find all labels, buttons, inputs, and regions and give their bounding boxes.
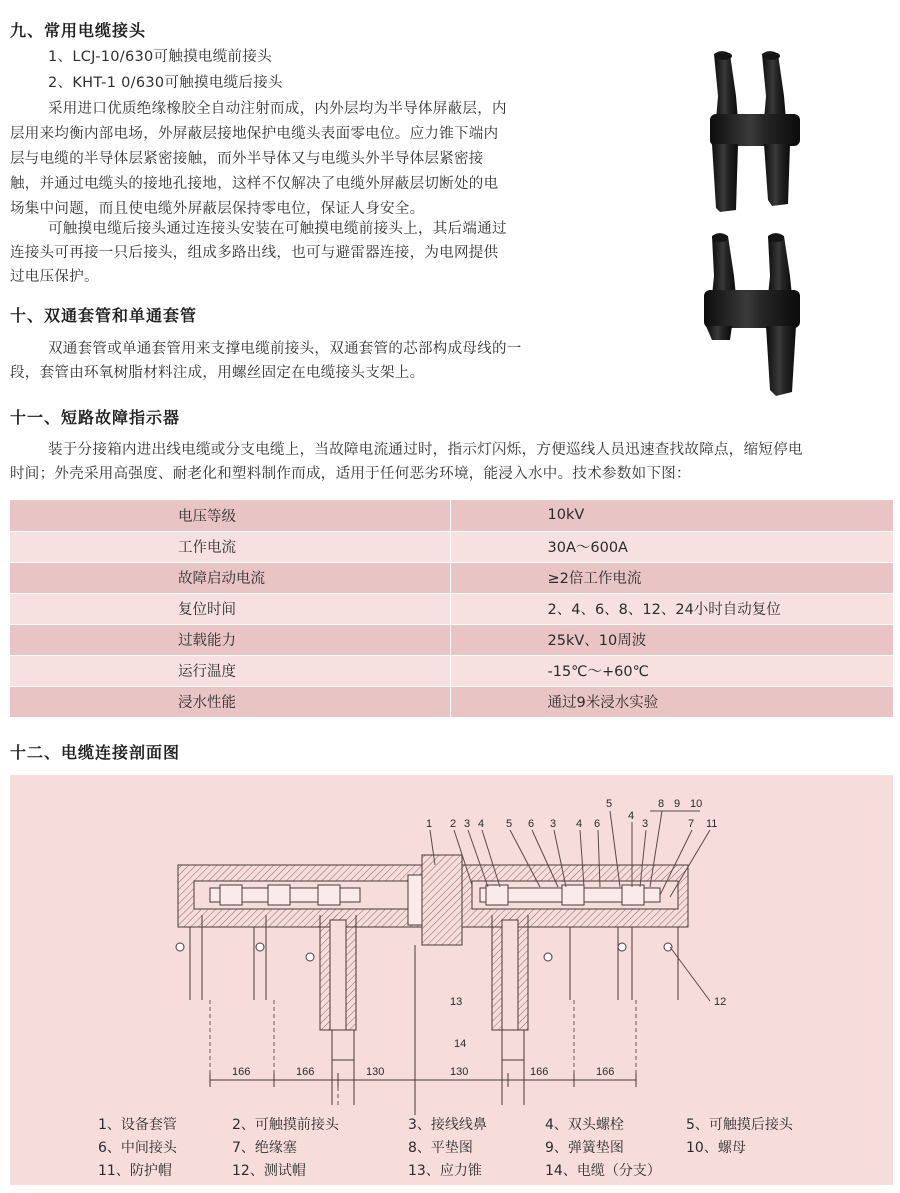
dimension-label: 166 [232, 1066, 251, 1078]
legend-item: 4、双头螺栓 [545, 1117, 624, 1133]
callout-label: 8 [658, 798, 665, 810]
section-9-item-2: 2、KHT-1 0/630可触摸电缆后接头 [48, 75, 283, 91]
section-9-para1-line-2: 层用来均衡内部电场，外屏蔽层接地保护电缆头表面零电位。应力锥下端内 [10, 126, 499, 142]
callout-label: 13 [450, 996, 463, 1008]
legend-item: 8、平垫图 [408, 1140, 473, 1156]
spec-value: ≥2倍工作电流 [450, 562, 893, 593]
table-row [10, 531, 893, 562]
spec-value: 30A～600A [450, 531, 893, 562]
spec-value: -15℃～+60℃ [450, 655, 893, 686]
dimension-label: 166 [296, 1066, 315, 1078]
section-9-para1-line-3: 层与电缆的半导体层紧密接触，而外半导体又与电缆头外半导体层紧密接 [10, 151, 484, 167]
spec-key: 故障启动电流 [10, 562, 450, 593]
section-9-para1-line-5: 场集中问题，而且使电缆外屏蔽层保持零电位，保证人身安全。 [10, 201, 425, 217]
callout-label: 7 [688, 818, 695, 830]
legend-item: 6、中间接头 [98, 1140, 177, 1156]
spec-value: 25kV、10周波 [450, 624, 893, 655]
spec-key: 复位时间 [10, 593, 450, 624]
callout-label: 3 [550, 818, 557, 830]
rear-connector-image [704, 233, 800, 396]
legend-item: 14、电缆（分支） [545, 1163, 661, 1179]
legend-item: 5、可触摸后接头 [686, 1117, 793, 1133]
callout-label: 4 [576, 818, 583, 830]
callout-label: 14 [454, 1038, 467, 1050]
section-9-title: 九、常用电缆接头 [10, 21, 147, 40]
cable-connector-photo [692, 40, 822, 400]
dimension-line [210, 1073, 636, 1087]
callout-label: 6 [528, 818, 535, 830]
callout-label: 2 [450, 818, 457, 830]
dimension-label: 130 [450, 1066, 469, 1078]
dimension-label: 166 [530, 1066, 549, 1078]
legend-item: 1、设备套管 [98, 1117, 177, 1133]
legend-item: 3、接线线鼻 [408, 1117, 487, 1133]
section-11-para-line-2: 时间；外壳采用高强度、耐老化和塑料制作而成，适用于任何恶劣环境，能浸入水中。技术参数如下图： [10, 466, 691, 482]
callout-label: 4 [628, 810, 635, 822]
legend-item: 12、测试帽 [232, 1163, 306, 1179]
table-row [10, 624, 893, 655]
legend-item: 9、弹簧垫图 [545, 1140, 624, 1156]
legend-item: 11、防护帽 [98, 1163, 172, 1179]
table-row [10, 686, 893, 717]
table-row [10, 500, 893, 531]
legend-item: 2、可触摸前接头 [232, 1117, 339, 1133]
section-9-para1-line-4: 触，并通过电缆头的接地孔接地，这样不仅解决了电缆外屏蔽层切断处的电 [10, 176, 499, 192]
spec-value: 2、4、6、8、12、24小时自动复位 [450, 593, 893, 624]
dimension-label: 166 [596, 1066, 615, 1078]
spec-value: 通过9米浸水实验 [450, 686, 893, 717]
legend-item: 10、螺母 [686, 1140, 746, 1156]
section-10-para-line-1: 双通套管或单通套管用来支撑电缆前接头，双通套管的芯部构成母线的一 [48, 341, 522, 357]
section-9-para1-line-1: 采用进口优质绝缘橡胶全自动注射而成，内外层均为半导体屏蔽层，内 [48, 101, 507, 117]
callout-label: 5 [606, 798, 613, 810]
section-10-title: 十、双通套管和单通套管 [10, 306, 198, 325]
spec-key: 工作电流 [10, 531, 450, 562]
fault-indicator-spec-table [10, 500, 893, 718]
callout-label: 12 [714, 996, 727, 1008]
section-9-para2-line-2: 连接头可再接一只后接头，组成多路出线，也可与避雷器连接，为电网提供 [10, 245, 499, 261]
section-11-title: 十一、短路故障指示器 [10, 408, 181, 427]
callout-label: 3 [464, 818, 471, 830]
spec-key: 浸水性能 [10, 686, 450, 717]
section-11-para-line-1: 装于分接箱内进出线电缆或分支电缆上，当故障电流通过时，指示灯闪烁，方便巡线人员迅速查找故障点，缩短停电 [48, 442, 803, 458]
right-connector-assembly [462, 865, 688, 1105]
legend-item: 7、绝缘塞 [232, 1140, 297, 1156]
spec-key: 运行温度 [10, 655, 450, 686]
callout-label: 6 [594, 818, 601, 830]
table-row [10, 593, 893, 624]
callout-label: 4 [478, 818, 485, 830]
section-9-para2-line-1: 可触摸电缆后接头通过连接头安装在可触摸电缆前接头上，其后端通过 [48, 221, 507, 237]
section-9-para2-line-3: 过电压保护。 [10, 269, 99, 285]
legend-item: 13、应力锥 [408, 1163, 482, 1179]
section-12-title: 十二、电缆连接剖面图 [10, 743, 181, 762]
callout-label: 11 [706, 818, 718, 830]
front-connector-image [710, 51, 800, 212]
section-9-item-1: 1、LCJ-10/630可触摸电缆前接头 [48, 49, 272, 65]
callout-label: 5 [506, 818, 513, 830]
callout-label: 10 [690, 798, 703, 810]
callout-label: 9 [674, 798, 681, 810]
spec-value: 10kV [450, 500, 893, 531]
dimension-label: 130 [366, 1066, 385, 1078]
table-row [10, 562, 893, 593]
spec-key: 过载能力 [10, 624, 450, 655]
spec-key: 电压等级 [10, 500, 450, 531]
callout-label: 1 [426, 818, 433, 830]
callout-label: 3 [642, 818, 649, 830]
section-10-para-line-2: 段，套管由环氧树脂材料注成，用螺丝固定在电缆接头支架上。 [10, 365, 425, 381]
table-row [10, 655, 893, 686]
